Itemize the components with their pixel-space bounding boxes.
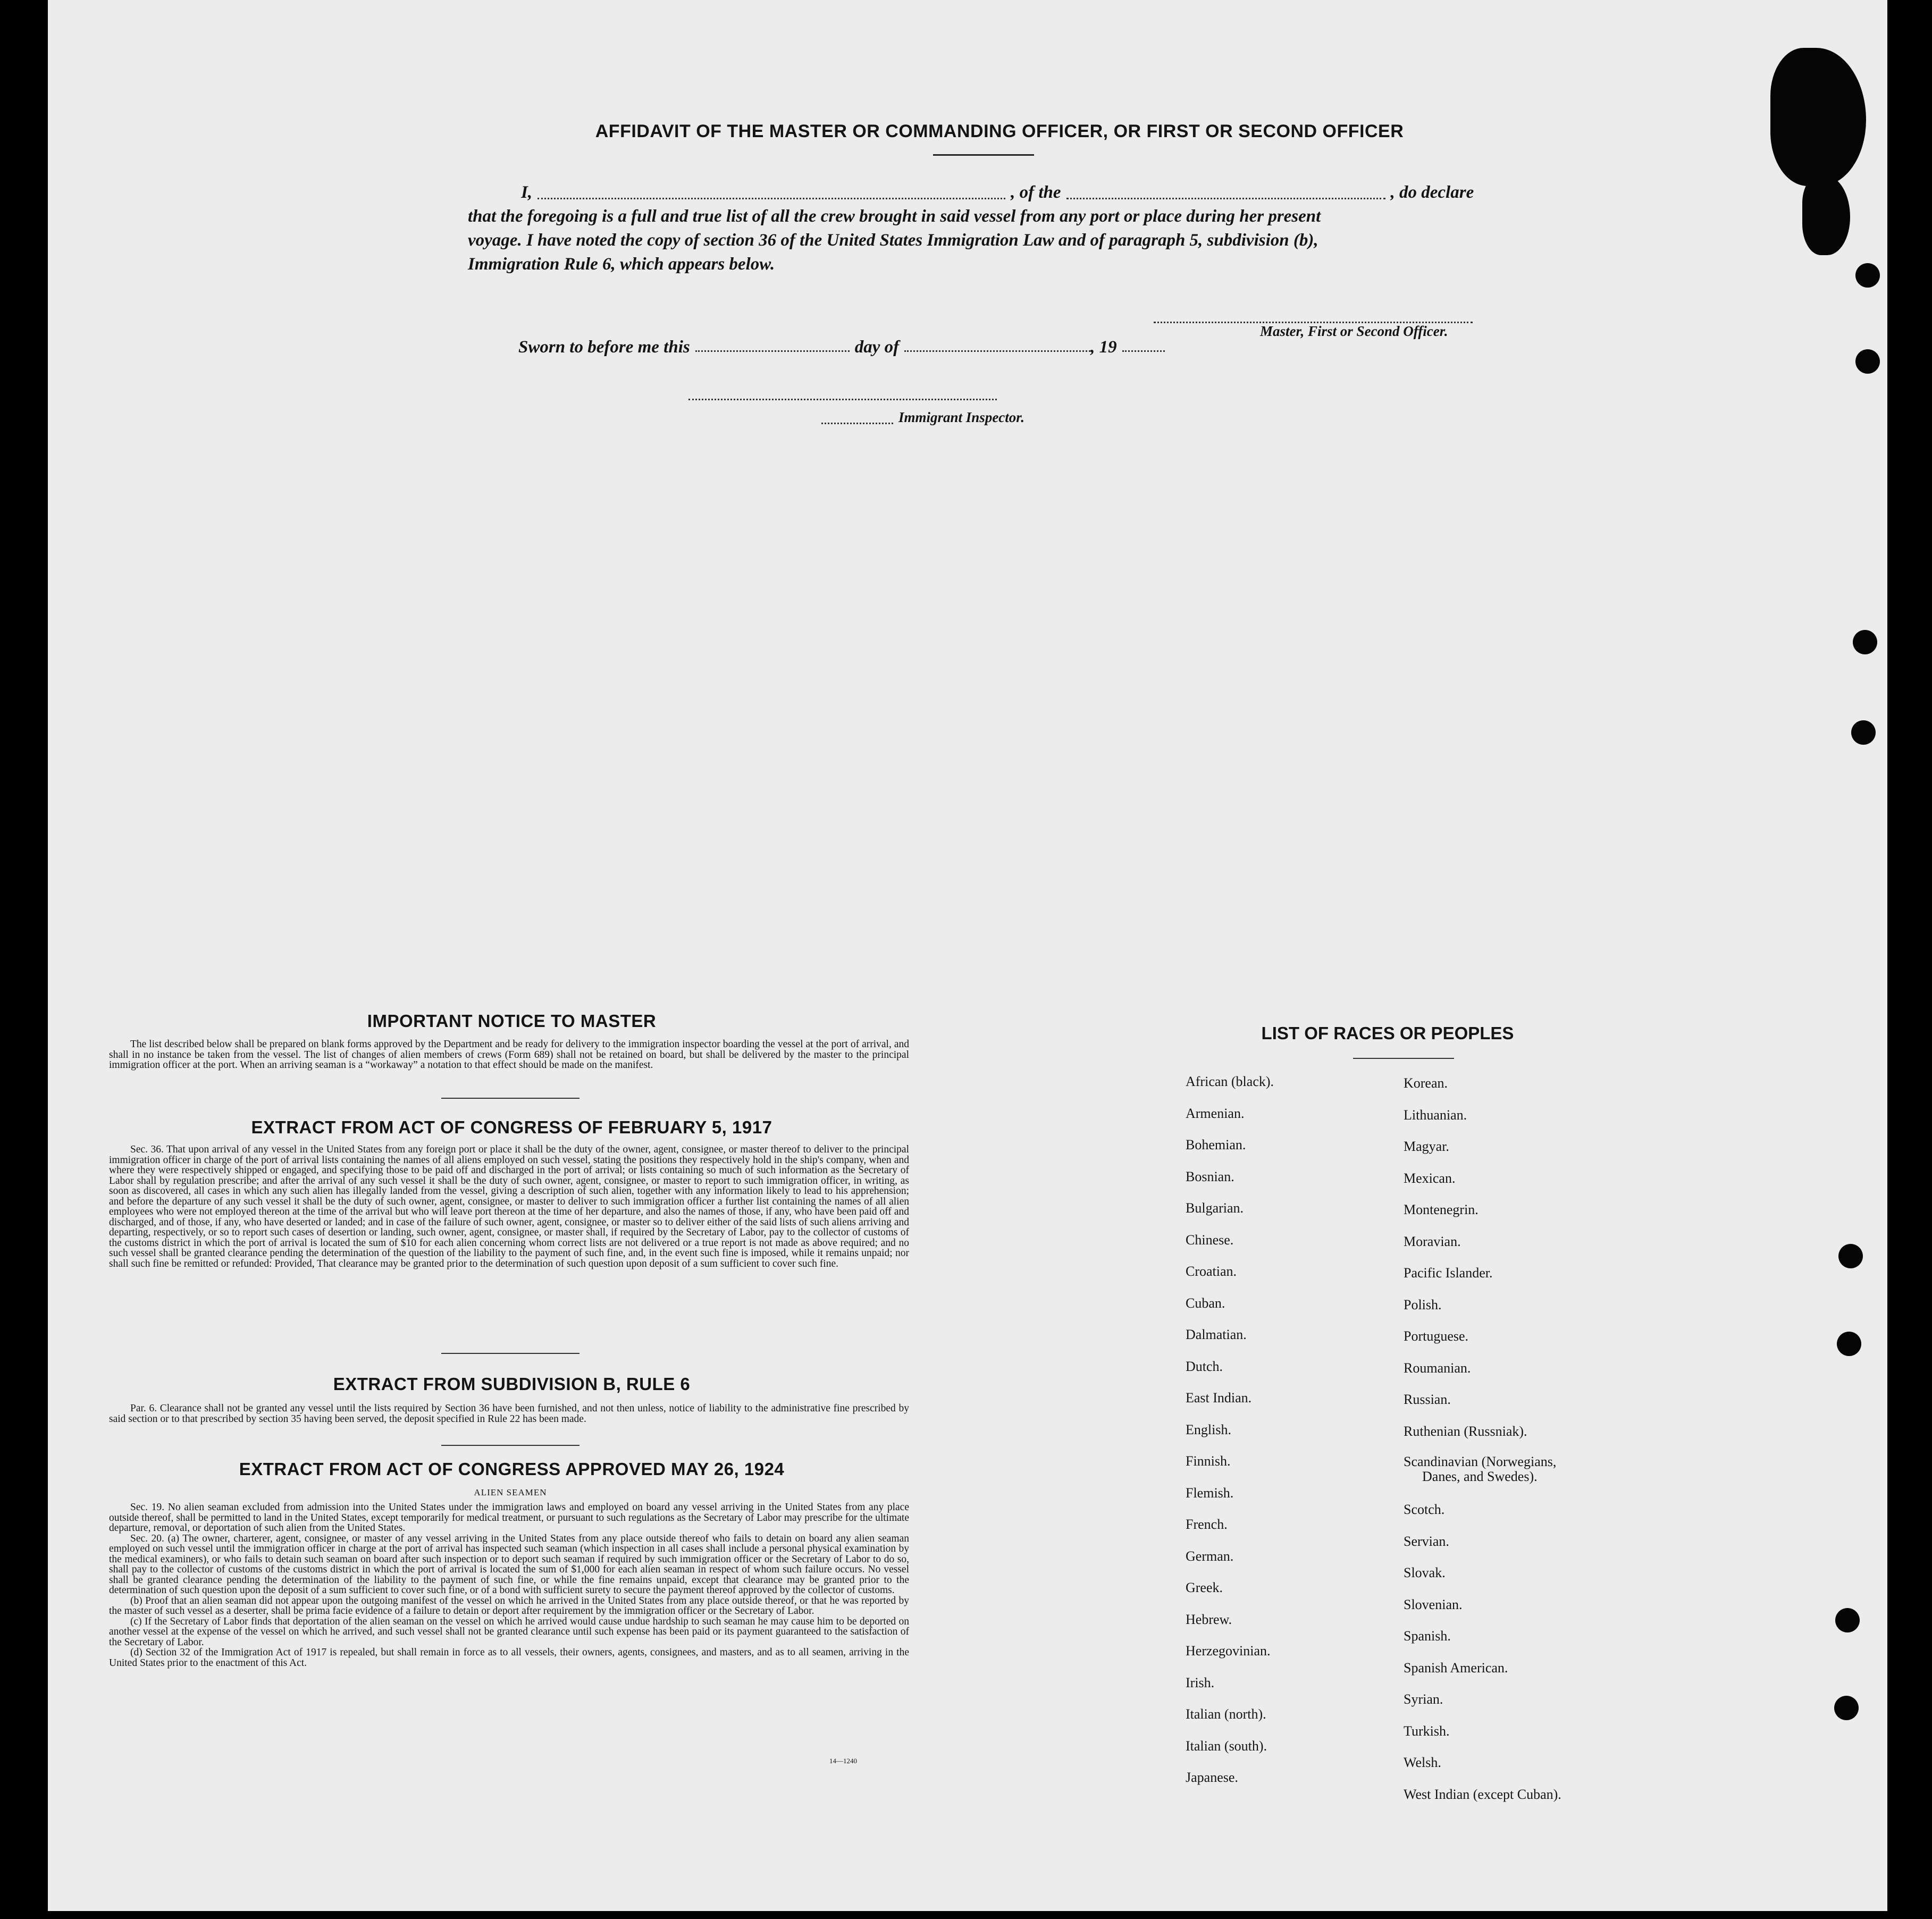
race-item: Japanese. xyxy=(1186,1770,1238,1785)
burn-damage xyxy=(1802,175,1850,255)
title-rule xyxy=(933,154,1034,156)
race-item: Hebrew. xyxy=(1186,1611,1232,1627)
race-item: French. xyxy=(1186,1517,1228,1532)
year-prefix: , 19 xyxy=(1090,338,1117,357)
rule6-title: EXTRACT FROM SUBDIVISION B, RULE 6 xyxy=(333,1374,691,1394)
race-item: Mexican. xyxy=(1404,1170,1456,1186)
race-item: African (black). xyxy=(1186,1074,1274,1089)
race-item: Servian. xyxy=(1404,1533,1449,1549)
race-item: West Indian (except Cuban). xyxy=(1404,1786,1561,1802)
inspector-label: Immigrant Inspector. xyxy=(898,409,1025,425)
name-field[interactable] xyxy=(537,198,1005,199)
race-item: Dalmatian. xyxy=(1186,1327,1247,1342)
race-item: German. xyxy=(1186,1548,1234,1564)
race-item: Portuguese. xyxy=(1404,1328,1469,1344)
month-field[interactable] xyxy=(904,350,1090,352)
inspector-signature-line[interactable] xyxy=(688,399,997,400)
race-item: Irish. xyxy=(1186,1674,1215,1690)
notice-title: IMPORTANT NOTICE TO MASTER xyxy=(367,1011,657,1031)
race-item: Spanish. xyxy=(1404,1628,1451,1644)
punch-hole xyxy=(1837,1332,1861,1356)
affidavit-title: AFFIDAVIT OF THE MASTER OR COMMANDING OFFICER, OR FIRST OR SECOND OFFICER xyxy=(595,121,1404,141)
do-declare-label: , do declare xyxy=(1390,183,1474,202)
extract-1917-title: EXTRACT FROM ACT OF CONGRESS OF FEBRUARY 5, 1917 xyxy=(251,1117,772,1137)
race-item: Spanish American. xyxy=(1404,1660,1508,1676)
statement-line: that the foregoing is a full and true list of all the crew brought in said vessel from any port or place during her present xyxy=(468,207,1321,226)
extract-1924-paragraph: (c) If the Secretary of Labor finds that deportation of the alien seaman on the vessel on which he arrived would cause undue hardship to such seaman he may cause him to be deported on another vessel at the expense of the vessel on which he arrived, and such vessel shall not be granted clearance until such expense has been paid or its payment guaranteed to the satisfaction of the Secretary of Labor. xyxy=(109,1615,909,1648)
race-item: Ruthenian (Russniak). xyxy=(1404,1423,1527,1439)
extract-1924-paragraph: Sec. 20. (a) The owner, charterer, agent, consignee, or master of any vessel arriving in the United States from any place outside thereof who fails to detain on board any alien seaman employed on such vessel until the immigration officer in charge at the port of arrival has inspected such seaman (which inspection in all cases shall include a personal physical examination by the medical examiners), or who fails to detain such seaman on board after such inspection or to deport such seaman if required by such immigration officer or the Secretary of Labor to do so, shall pay to the collector of customs of the customs district in which the port of arrival is located the sum of $1,000 for each alien seaman in respect of whom such failure occurs. No vessel shall be granted clearance pending the determination of the liability to the payment of such fine, or while the fine remains unpaid, except that clearance may be granted prior to the determination of such question upon the deposit of a sum sufficient to cover such fine, or of a bond with sufficient surety to secure the payment thereof approved by the collector of customs. xyxy=(109,1533,909,1596)
extract-1924-paragraph: (d) Section 32 of the Immigration Act of 1917 is repealed, but shall remain in force as to all vessels, their owners, agents, consignees, and masters, and as to all seamen, arriving in the United States prior to the enactment of this Act. xyxy=(109,1647,909,1669)
race-item: Cuban. xyxy=(1186,1295,1225,1311)
punch-hole xyxy=(1855,349,1880,374)
races-column-1 xyxy=(1186,1066,1274,1794)
i-label: I, xyxy=(521,183,533,202)
race-item: Roumanian. xyxy=(1404,1360,1471,1376)
race-item: Italian (south). xyxy=(1186,1738,1267,1754)
alien-seamen-subtitle: ALIEN SEAMEN xyxy=(474,1487,547,1497)
extract-1917-paragraph: Sec. 36. That upon arrival of any vessel in the United States from any foreign port or place it shall be the duty of the owner, agent, consignee, or master thereof to deliver to the principal immigration officer in charge of the port of arrival lists containing the names of all aliens employed on such vessel, stating the positions they respectively hold in the ship's company, when and where they were respectively shipped or engaged, and specifying those to be paid off and discharged in the port of arrival; or lists containing so much of such information as the Secretary of Labor shall by regulation prescribe; and after the arrival of any such vessel it shall be the duty of such owner, agent, consignee, or master to report to such immigration officer, in writing, as soon as discovered, all cases in which any such alien has illegally landed from the vessel, giving a description of such alien, together with any information likely to lead to his apprehension; and before the departure of any such vessel it shall be the duty of such owner, agent, consignee, or master to deliver to such immigration officer a further list containing the names of all alien employees who were not employed thereon at the time of the arrival but who will leave port thereon at the time of her departure, and also the names of those, if any, who have been paid off and discharged, and of those, if any, who have deserted or landed; and in case of the failure of such owner, agent, consignee, or master so to deliver either of the said lists of such aliens arriving and departing, respectively, or so to report such cases of desertion or landing, such owner, agent, consignee, or master shall, if required by the Secretary of Labor, pay to the collector of customs of the customs district in which the port of arrival is located the sum of $10 for each alien concerning whom correct lists are not delivered or a true report is not made as above required; and no such vessel shall be granted clearance pending the determination of the question of the liability to the payment of such fine, and, in the event such fine is imposed, while it remains unpaid; nor shall such fine be remitted or refunded: Provided, That clearance may be granted prior to the determination of such question upon deposit of a sum sufficient to cover such fine. xyxy=(109,1144,909,1269)
day-field[interactable] xyxy=(695,350,850,352)
race-item: English. xyxy=(1186,1421,1231,1437)
race-item: Scotch. xyxy=(1404,1502,1445,1517)
extract-1924-paragraph: (b) Proof that an alien seaman did not appear upon the outgoing manifest of the vessel on which he arrived in the United States from any place outside thereof, or that he was reported by the master of such vessel as a deserter, shall be prima facie evidence of a failure to detain or deport after requirement by the immigration officer or the Secretary of Labor. xyxy=(109,1595,909,1617)
day-of-label: day of xyxy=(854,338,900,357)
race-item: Flemish. xyxy=(1186,1485,1234,1501)
race-item: Montenegrin. xyxy=(1404,1202,1479,1217)
race-item: Italian (north). xyxy=(1186,1706,1266,1722)
extract-1917-text xyxy=(109,1144,909,1269)
sworn-line xyxy=(518,338,1170,357)
race-item: Herzegovinian. xyxy=(1186,1643,1271,1659)
race-item: Bosnian. xyxy=(1186,1168,1234,1184)
vessel-field[interactable] xyxy=(1066,198,1385,199)
notice-paragraph: The list described below shall be prepared on blank forms approved by the Department and be ready for delivery to the immigration inspector boarding the vessel at the port of arrival, and shall in no instance be taken from the vessel. The list of changes of alien members of crews (Form 689) shall not be retained on board, but shall be delivered by the master to the principal immigration officer at the port. When an arriving seaman is a “workaway” a notation to that effect should be made on the manifest. xyxy=(109,1039,909,1071)
race-item: Pacific Islander. xyxy=(1404,1265,1493,1281)
affidavit-body xyxy=(468,181,1499,276)
race-item: Moravian. xyxy=(1404,1233,1461,1249)
race-item: Armenian. xyxy=(1186,1105,1245,1121)
extract-1924-title: EXTRACT FROM ACT OF CONGRESS APPROVED MAY 26, 1924 xyxy=(239,1459,785,1479)
punch-hole xyxy=(1851,720,1876,745)
punch-hole xyxy=(1838,1244,1863,1268)
races-title: LIST OF RACES OR PEOPLES xyxy=(1261,1023,1514,1043)
race-item: Welsh. xyxy=(1404,1755,1441,1770)
extract-1924-text xyxy=(109,1502,909,1668)
race-item: Turkish. xyxy=(1404,1723,1450,1739)
race-item: Croatian. xyxy=(1186,1264,1237,1279)
race-item: Greek. xyxy=(1186,1580,1223,1595)
year-field[interactable] xyxy=(1122,350,1165,352)
race-item: Slovenian. xyxy=(1404,1596,1463,1612)
extract-1924-paragraph: Sec. 19. No alien seaman excluded from admission into the United States under the immigration laws and employed on board any vessel arriving in the United States from any place outside thereof, shall be permitted to land in the United States, except temporarily for medical treatment, or pursuant to such regulations as the Secretary of Labor may prescribe for the ultimate departure, removal, or deportation of such alien from the United States. xyxy=(109,1502,909,1534)
race-item: Syrian. xyxy=(1404,1691,1443,1707)
race-item: Magyar. xyxy=(1404,1139,1449,1154)
punch-hole xyxy=(1835,1608,1860,1632)
rule6-text xyxy=(109,1403,909,1424)
race-item: Slovak. xyxy=(1404,1565,1446,1580)
title-rule xyxy=(1353,1058,1454,1059)
punch-hole xyxy=(1855,263,1880,288)
notice-text xyxy=(109,1039,909,1071)
race-item: Lithuanian. xyxy=(1404,1107,1467,1123)
declaration-line xyxy=(468,181,1499,205)
statement-line: Immigration Rule 6, which appears below. xyxy=(468,255,775,274)
divider xyxy=(441,1445,579,1446)
race-item: Bulgarian. xyxy=(1186,1200,1244,1216)
statement-line: voyage. I have noted the copy of section 36 of the United States Immigration Law and of paragraph 5, subdivision (b), xyxy=(468,231,1318,250)
divider xyxy=(441,1098,579,1099)
rule6-paragraph: Par. 6. Clearance shall not be granted any vessel until the lists required by Section 36 have been furnished, and not then unless, notice of liability to the administrative fine prescribed by said section or to that prescribed by section 35 having been served, the deposit specified in Rule 22 has been made. xyxy=(109,1403,909,1425)
punch-hole xyxy=(1834,1696,1859,1720)
race-item: Chinese. xyxy=(1186,1232,1234,1248)
race-item: East Indian. xyxy=(1186,1390,1252,1405)
race-item: Bohemian. xyxy=(1186,1137,1246,1152)
race-item: Russian. xyxy=(1404,1392,1451,1407)
race-item: Korean. xyxy=(1404,1075,1448,1091)
of-the-label: , of the xyxy=(1011,183,1061,202)
race-item: Polish. xyxy=(1404,1297,1442,1312)
race-item: Danes, and Swedes). xyxy=(1422,1469,1538,1484)
races-column-2 xyxy=(1404,1067,1561,1810)
punch-hole xyxy=(1853,630,1877,654)
race-item: Scandinavian (Norwegians, xyxy=(1404,1454,1557,1469)
form-number: 14—1240 xyxy=(829,1757,857,1765)
inspector-dots xyxy=(821,423,893,424)
sworn-label: Sworn to before me this xyxy=(518,338,690,357)
race-item: Dutch. xyxy=(1186,1358,1223,1374)
divider xyxy=(441,1353,579,1354)
master-signature-label: Master, First or Second Officer. xyxy=(1260,323,1448,339)
race-item: Finnish. xyxy=(1186,1453,1231,1469)
